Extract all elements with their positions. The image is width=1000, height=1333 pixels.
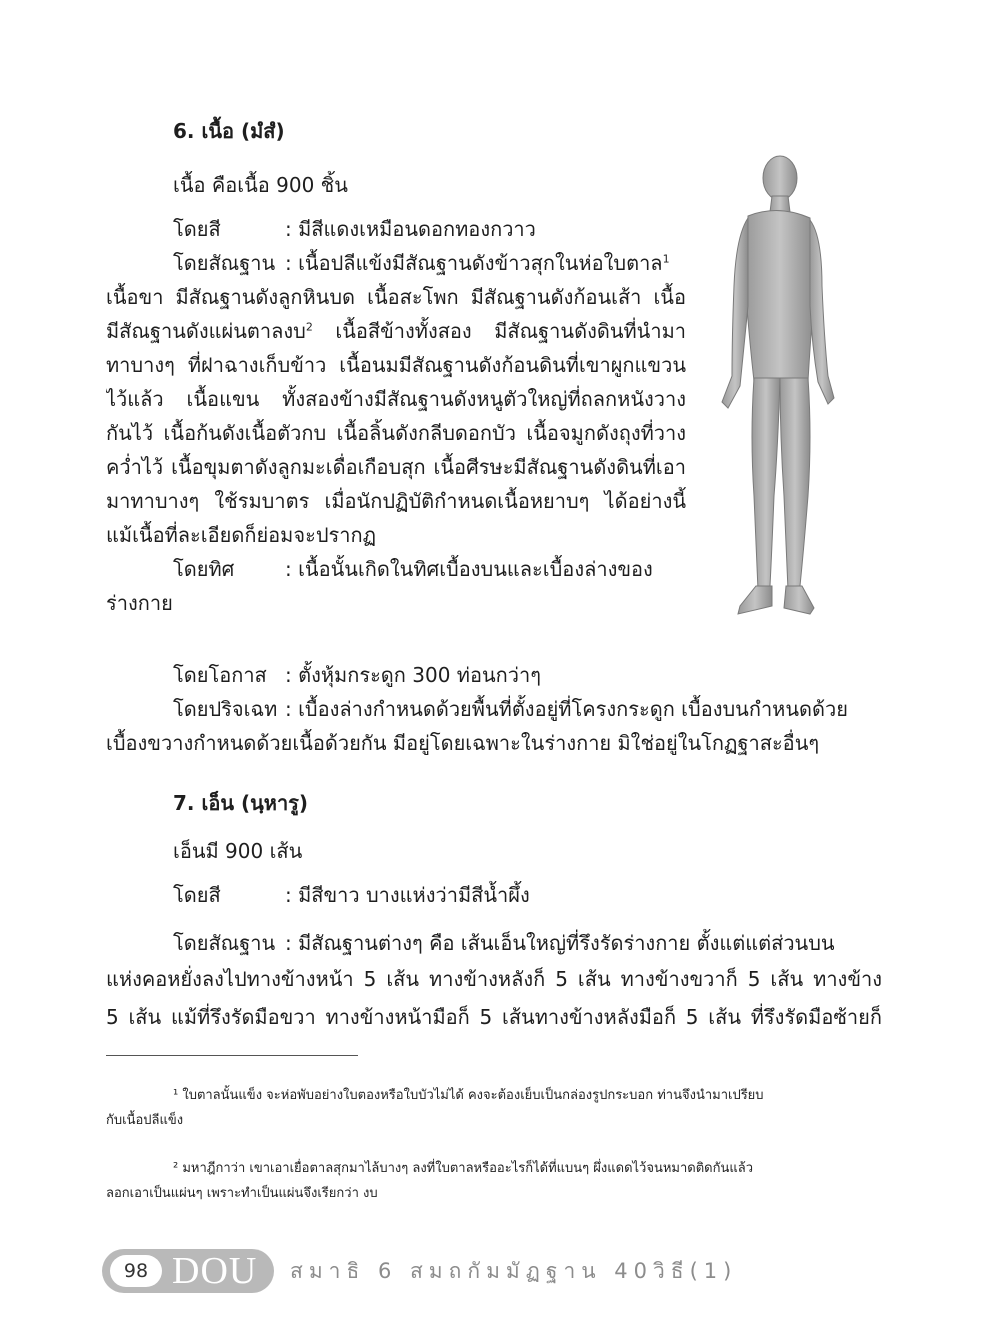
footnote-ref-2[interactable]: 2 xyxy=(305,320,313,334)
section-7-shape-paragraph xyxy=(106,926,882,1036)
section-7-title: 7. เอ็น (นฺหารู) xyxy=(173,791,309,815)
color-label: โดยสี xyxy=(173,217,221,241)
section-6-shape-paragraph xyxy=(106,246,686,620)
paragraph-line: แห่งคอหยั่งลงไปทางข้างหน้า 5 เส้น ทางข้างหลังก็ 5 เส้น ทางข้างขวาก็ 5 เส้น ทางข้าง xyxy=(106,967,882,991)
color-text: : มีสีแดงเหมือนดอกทองกวาว xyxy=(285,217,536,241)
direction-text: : เนื้อนั้นเกิดในทิศเบื้องบนและเบื้องล่างของ xyxy=(285,557,653,581)
section-6-color xyxy=(173,212,693,246)
paragraph-line: กันไว้ เนื้อก้นดังเนื้อตัวกบ เนื้อลิ้นดังกลีบดอกบัว เนื้อจมูกดังถุงที่วาง xyxy=(106,421,686,445)
shape-label: โดยสัณฐาน xyxy=(173,251,276,275)
location-label: โดยโอกาส xyxy=(173,663,267,687)
paragraph-line: เนื้อขา มีสัณฐานดังลูกหินบด เนื้อสะโพก มีสัณฐานดังก้อนเส้า เนื้อ xyxy=(106,285,686,309)
shape-text: : มีสัณฐานต่างๆ คือ เส้นเอ็นใหญ่ที่รึงรัดร่างกาย ตั้งแต่แต่ส่วนบน xyxy=(285,931,835,955)
paragraph-line: มาทาบางๆ ใช้รมบาตร เมื่อนักปฏิบัติกำหนดเนื้อหยาบๆ ได้อย่างนี้ xyxy=(106,489,686,513)
footnote-ref-1[interactable]: 1 xyxy=(662,252,670,266)
human-body-figure-icon xyxy=(718,146,840,622)
paragraph-line: คว่ำไว้ เนื้อขุมตาดังลูกมะเดื่อเกือบสุก เนื้อศีรษะมีสัณฐานดังดินที่เอา xyxy=(106,455,686,479)
paragraph-line: 5 เส้น แม้ที่รึงรัดมือขวา ทางข้างหน้ามือก็ 5 เส้นทางข้างหลังมือก็ 5 เส้น ที่รึงรัดมือซ้ายก็ xyxy=(106,1005,882,1029)
section-7-color xyxy=(173,878,693,912)
paragraph-line: แม้เนื้อที่ละเอียดก็ย่อมจะปรากฏ xyxy=(106,523,377,547)
footnote-1: ¹ ใบตาลนั้นแข็ง จะห่อพับอย่างใบตองหรือใบบัวไม่ได้ คงจะต้องเย็บเป็นกล่องรูปกระบอก ท่านจึงนำมาเปรียบ กับเนื้อปลีแข็ง xyxy=(106,1088,764,1128)
paragraph-line: เบื้องขวางกำหนดด้วยเนื้อด้วยกัน มีอยู่โดยเฉพาะในร่างกาย มิใช่อยู่ในโกฏฐาสะอื่นๆ xyxy=(106,731,820,755)
paragraph-line: ทาบางๆ ที่ฝาฉางเก็บข้าว เนื้อนมมีสัณฐานดังก้อนดินที่เขาผูกแขวน xyxy=(106,353,686,377)
book-title: สมาธิ 6 สมถกัมมัฏฐาน 40วิธี(1) xyxy=(290,1258,738,1283)
section-6-limit-paragraph xyxy=(106,692,882,760)
footnote-2: ² มหาฎีกาว่า เขาเอาเยื่อตาลสุกมาไล้บางๆ ลงที่ใบตาลหรืออะไรก็ได้ที่แบนๆ ผึ่งแดดไว้จนหมาดติดกันแล้ว ลอกเอาเป็นแผ่นๆ เพราะทำเป็นแผ่นจึงเรียกว่า งบ xyxy=(106,1161,754,1201)
shape-text: : เนื้อปลีแข้งมีสัณฐานดังข้าวสุกในห่อใบตาล xyxy=(285,251,663,275)
page-footer xyxy=(102,1247,737,1295)
shape-label: โดยสัณฐาน xyxy=(173,931,276,955)
brand-logo: DOU xyxy=(172,1250,258,1292)
section-6-title: 6. เนื้อ (มํสํ) xyxy=(173,119,285,143)
footnote-divider xyxy=(106,1055,358,1056)
section-6-intro: เนื้อ คือเนื้อ 900 ชิ้น xyxy=(173,173,348,197)
limit-text: : เบื้องล่างกำหนดด้วยพื้นที่ตั้งอยู่ที่โครงกระดูก เบื้องบนกำหนดด้วย xyxy=(285,697,848,721)
direction-label: โดยทิศ xyxy=(173,557,235,581)
paragraph-line: ไว้แล้ว เนื้อแขน ทั้งสองข้างมีสัณฐานดังหนูตัวใหญ่ที่ถลกหนังวาง xyxy=(106,387,686,411)
page-number: 98 xyxy=(110,1255,162,1287)
color-text: : มีสีขาว บางแห่งว่ามีสีน้ำผึ้ง xyxy=(285,883,530,907)
footer-badge xyxy=(102,1249,274,1293)
section-7-intro: เอ็นมี 900 เส้น xyxy=(173,839,303,863)
section-6-location xyxy=(173,658,773,692)
location-text: : ตั้งหุ้มกระดูก 300 ท่อนกว่าๆ xyxy=(285,663,541,687)
color-label: โดยสี xyxy=(173,883,221,907)
paragraph-line: ร่างกาย xyxy=(106,591,173,615)
paragraph-line: มีสัณฐานดังแผ่นตาลงบ$^2$ เนื้อสีข้างทั้งสอง มีสัณฐานดังดินที่นำมา xyxy=(106,319,686,343)
limit-label: โดยปริจเฉท xyxy=(173,697,278,721)
